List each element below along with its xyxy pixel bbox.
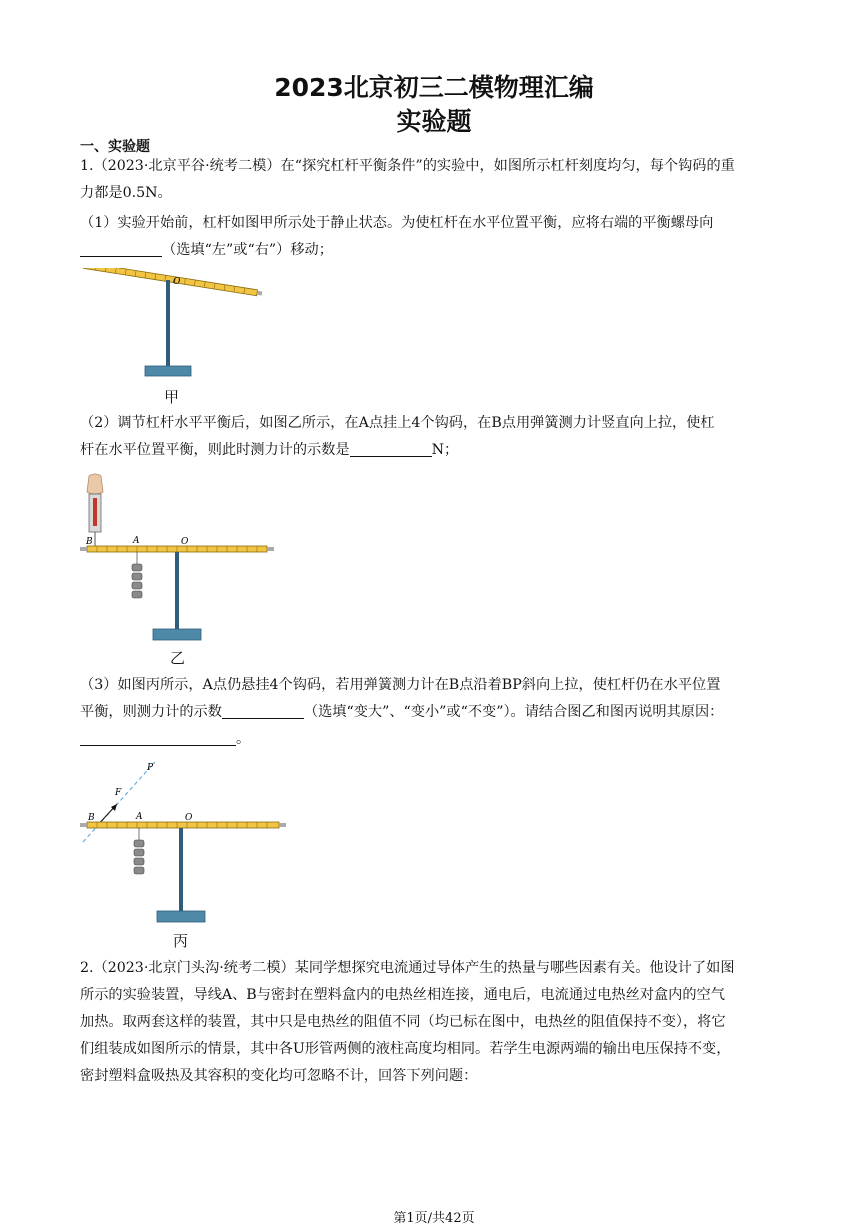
section-heading: 一、实验题	[80, 139, 150, 155]
answer-blank-3[interactable]	[222, 702, 304, 719]
lever-stand	[175, 552, 179, 630]
label-f: F	[115, 788, 122, 798]
q1-part2-line2-end: N；	[431, 442, 459, 458]
q1-part3-line3-end: 。	[236, 731, 251, 747]
answer-blank-4[interactable]	[80, 729, 236, 746]
label-a: A	[136, 812, 143, 822]
page-subtitle: 实验题	[396, 107, 472, 136]
q2-text	[80, 955, 788, 1090]
lever-stand	[179, 828, 183, 912]
stand-base	[145, 366, 191, 376]
hand-icon	[87, 474, 103, 494]
q1-intro	[80, 153, 788, 207]
hook-weights	[132, 564, 142, 598]
q1-part2-line2: 杆在水平位置平衡，则此时测力计的示数是	[80, 442, 350, 458]
answer-blank-1[interactable]	[80, 240, 162, 257]
q1-part2	[80, 410, 788, 464]
stand-base	[153, 629, 201, 640]
figure-jia-caption: 甲	[164, 388, 180, 406]
label-a: A	[133, 536, 140, 546]
page-footer: 第1页/共42页	[393, 1211, 475, 1226]
figure-yi-caption: 乙	[170, 649, 186, 667]
q1-part3	[80, 672, 788, 753]
answer-blank-2[interactable]	[350, 440, 432, 457]
direction-line-bp	[83, 762, 155, 842]
label-b: B	[86, 537, 93, 547]
q1-part2-line1: （2）调节杠杆水平平衡后，如图乙所示，在A点挂上4个钩码，在B点用弹簧测力计竖直向上拉，使杠	[80, 415, 715, 431]
page-title: 2023北京初三二模物理汇编	[274, 73, 594, 102]
q1-intro-line1: 1.（2023·北京平谷·统考二模）在“探究杠杆平衡条件”的实验中，如图所示杠杆刻度均匀，每个钩码的重	[80, 158, 735, 174]
label-p: P	[147, 763, 154, 773]
label-b: B	[88, 813, 95, 823]
q1-part1-line2: （选填“左”或“右”）移动；	[162, 242, 333, 258]
figure-bing-caption: 丙	[173, 932, 189, 950]
q1-part3-line2-end: （选填“变大”、“变小”或“不变”）。请结合图乙和图丙说明其原因：	[303, 704, 724, 720]
figure-yi	[75, 472, 285, 650]
hook-weights	[134, 840, 144, 874]
label-o: O	[181, 537, 189, 547]
q2-line2: 所示的实验装置，导线A、B与密封在塑料盒内的电热丝相连接，通电后，电流通过电热丝对盒内的空气	[80, 987, 725, 1003]
q1-part1	[80, 210, 788, 264]
figure-bing	[75, 758, 290, 926]
q2-line1: 2.（2023·北京门头沟·统考二模）某同学想探究电流通过导体产生的热量与哪些因素有关。他设计了如图	[80, 960, 735, 976]
q1-part3-line1: （3）如图丙所示，A点仍悬挂4个钩码，若用弹簧测力计在B点沿着BP斜向上拉，使杠杆仍在水平位置	[80, 677, 721, 693]
lever-horizontal	[87, 822, 279, 828]
label-o: O	[185, 813, 193, 823]
q1-intro-line2: 力都是0.5N。	[80, 185, 172, 201]
lever-tilted	[79, 268, 263, 297]
lever-stand	[166, 280, 170, 368]
label-o: O	[173, 277, 181, 287]
q2-line4: 们组装成如图所示的情景，其中各U形管两侧的液柱高度均相同。若学生电源两端的输出电压保持不变，	[80, 1041, 731, 1057]
q1-part1-line1: （1）实验开始前，杠杆如图甲所示处于静止状态。为使杠杆在水平位置平衡，应将右端的平衡螺母向	[80, 215, 714, 231]
q1-part3-line2: 平衡，则测力计的示数	[80, 704, 222, 720]
q2-line3: 加热。取两套这样的装置，其中只是电热丝的阻值不同（均已标在图中，电热丝的阻值保持不变），将它	[80, 1014, 726, 1030]
stand-base	[157, 911, 205, 922]
q2-line5: 密封塑料盒吸热及其容积的变化均可忽略不计，回答下列问题：	[80, 1068, 478, 1084]
